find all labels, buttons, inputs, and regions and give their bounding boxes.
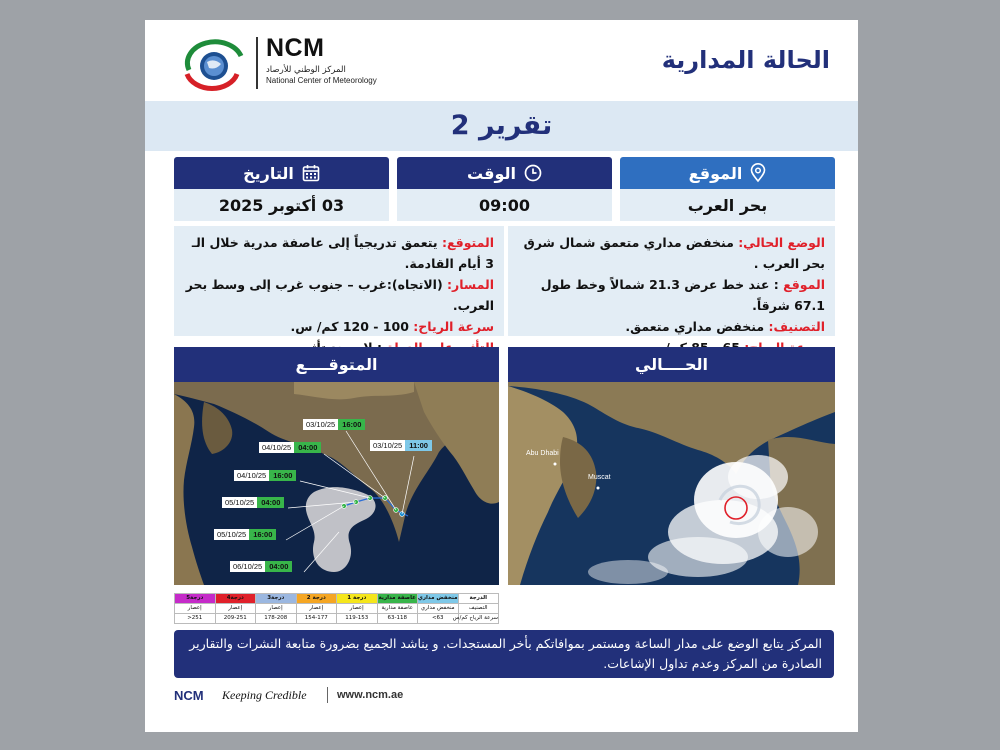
track-point-label: 03/10/25 16:00 <box>303 419 365 430</box>
forecast-section-title: المتوقــــع <box>295 355 378 374</box>
scale-cell: درجة3 <box>256 594 297 604</box>
scale-cell: 251< <box>175 614 216 624</box>
track-point-label: 03/10/25 11:00 <box>370 440 432 451</box>
track-point-label: 04/10/25 04:00 <box>259 442 321 453</box>
scale-speed-row <box>175 614 499 624</box>
time-header <box>397 157 612 189</box>
scale-cell: إعصار <box>215 604 256 614</box>
location-header <box>620 157 835 189</box>
class-label: التصنيف: <box>768 319 825 334</box>
current-status <box>518 232 825 274</box>
current-location <box>518 274 825 316</box>
current-location-text: : عند خط عرض 21.3 شمالاً وخط طول 67.1 شرقاً. <box>540 277 825 313</box>
satellite-image <box>508 382 835 585</box>
location-pin-icon <box>750 164 766 182</box>
footer-slogan: Keeping Credible <box>222 688 307 702</box>
date-box <box>174 157 389 221</box>
scale-cell: إعصار <box>256 604 297 614</box>
intensity-scale-table <box>174 593 499 624</box>
forecast-track-map <box>174 382 499 585</box>
track-point-label: 05/10/25 16:00 <box>214 529 276 540</box>
scale-cell: درجة 1 <box>337 594 378 604</box>
scale-cell: منخفض مداري <box>418 604 459 614</box>
report-card <box>145 20 858 732</box>
scale-header-row <box>175 594 499 604</box>
scale-cell: درجة 2 <box>296 594 337 604</box>
scale-cell: 178-208 <box>256 614 297 624</box>
date-label: التاريخ <box>243 163 294 183</box>
track-label: المسار: <box>447 277 494 292</box>
report-title: تقرير 2 <box>450 110 553 141</box>
date-value: 03 أكتوبر 2025 <box>174 189 389 221</box>
scale-cell: إعصار <box>337 604 378 614</box>
logo-arabic-name: المركز الوطني للأرصاد <box>266 65 346 75</box>
scale-cell: 154-177 <box>296 614 337 624</box>
date-header <box>174 157 389 189</box>
forecast-wind-text: 100 - 120 كم/ س. <box>290 319 409 334</box>
scale-cell: 119-153 <box>337 614 378 624</box>
forecast-expected <box>184 232 494 274</box>
status-label: الوضع الحالي: <box>738 235 825 250</box>
current-section-title: الحــــالي <box>634 355 709 374</box>
forecast-wind-label: سرعة الرياح: <box>413 319 494 334</box>
city-label-muscat: Muscat <box>588 474 611 481</box>
calendar-icon <box>302 164 320 182</box>
time-box <box>397 157 612 221</box>
city-label-abu-dhabi: Abu Dhabi <box>526 450 559 457</box>
footer-url-link[interactable]: www.ncm.ae <box>337 689 404 701</box>
forecast-wind <box>184 316 494 337</box>
track-point-label: 06/10/25 04:00 <box>230 561 292 572</box>
logo-english-name: National Center of Meteorology <box>266 76 377 85</box>
forecast-section-header <box>174 347 499 382</box>
footer-separator <box>327 687 328 703</box>
logo-title: NCM <box>266 34 325 62</box>
page-title: الحالة المدارية <box>661 46 830 74</box>
current-satellite-map <box>508 382 835 585</box>
scale-cell: منخفض مداري <box>418 594 459 604</box>
track-point-label: 05/10/25 04:00 <box>222 497 284 508</box>
scale-cell: سرعة الرياح كم/س <box>458 614 499 624</box>
scale-cell: الدرجة <box>458 594 499 604</box>
notice-banner: المركز يتابع الوضع على مدار الساعة ومستمر بموافاتكم بأخر المستجدات. و يناشد الجميع بضرورة متابعة النشرات والتقارير الصادرة من المركز وعدم تداول الإشاعات. <box>174 630 834 678</box>
ncm-logo-icon <box>181 40 247 88</box>
current-location-label: الموقع <box>783 277 825 292</box>
class-text: منخفض مداري متعمق. <box>625 319 765 334</box>
current-section-header <box>508 347 835 382</box>
expected-label: المتوقع: <box>441 235 494 250</box>
scale-cell: درجة4 <box>215 594 256 604</box>
location-value: بحر العرب <box>620 189 835 221</box>
expected-text: يتعمق تدريجياً إلى عاصفة مدرية خلال الـ 3 أيام القادمة. <box>191 235 494 271</box>
clock-icon <box>524 164 542 182</box>
time-label: الوقت <box>467 163 516 183</box>
scale-cell: درجة5 <box>175 594 216 604</box>
logo-separator <box>256 37 258 89</box>
location-box <box>620 157 835 221</box>
scale-cell: 63-118 <box>377 614 418 624</box>
scale-class-row <box>175 604 499 614</box>
track-text: (الاتجاه):غرب – جنوب غرب إلى وسط بحر العرب. <box>185 277 494 313</box>
location-label: الموقع <box>688 163 743 183</box>
scale-cell: 209-251 <box>215 614 256 624</box>
scale-cell: عاصفة مدارية <box>377 594 418 604</box>
scale-cell: التصنيف <box>458 604 499 614</box>
forecast-map-image <box>174 382 499 585</box>
forecast-track <box>184 274 494 316</box>
footer-brand: NCM <box>174 688 204 703</box>
scale-cell: إعصار <box>296 604 337 614</box>
report-band <box>145 101 858 151</box>
time-value: 09:00 <box>397 189 612 221</box>
forecast-panel <box>174 226 504 336</box>
current-panel <box>508 226 835 336</box>
scale-cell: إعصار <box>175 604 216 614</box>
status-text: منخفض مداري متعمق شمال شرق بحر العرب . <box>523 235 825 271</box>
scale-cell: عاصفة مدارية <box>377 604 418 614</box>
scale-cell: 63> <box>418 614 459 624</box>
current-class <box>518 316 825 337</box>
track-point-label: 04/10/25 16:00 <box>234 470 296 481</box>
